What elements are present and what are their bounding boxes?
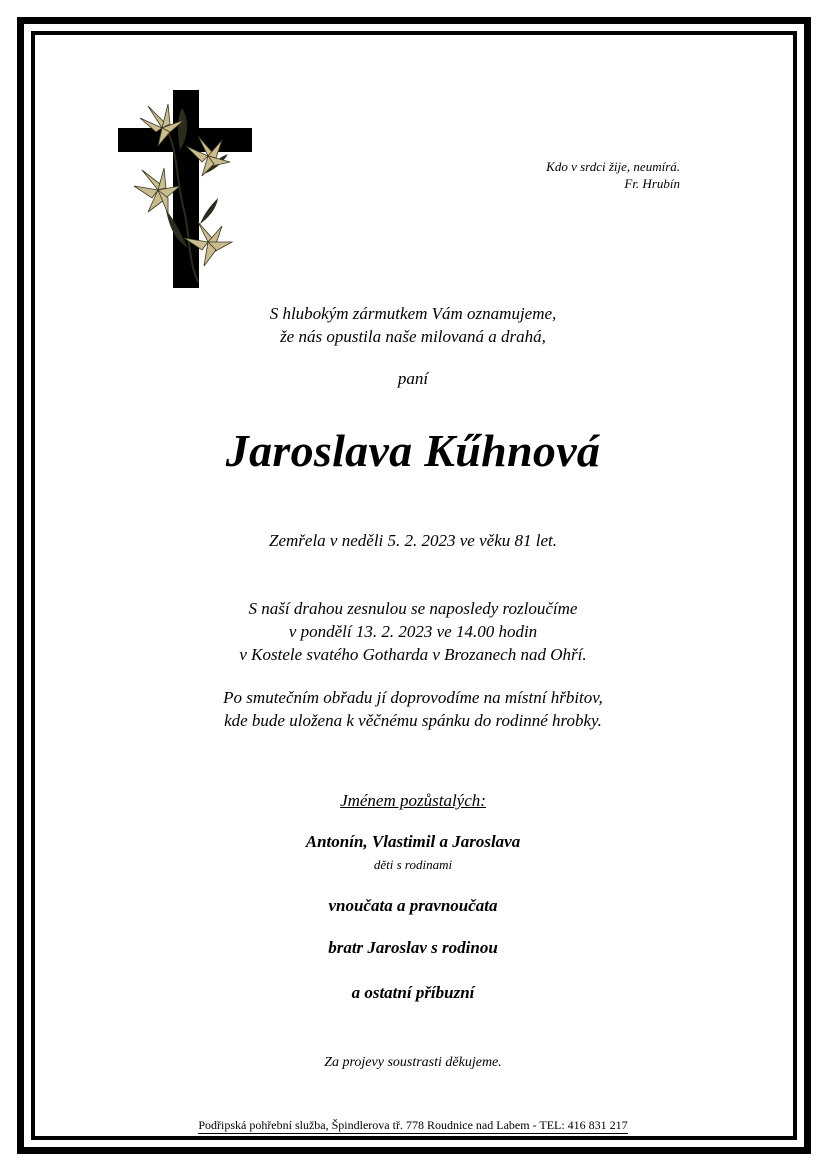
burial-line-1: Po smutečním obřadu jí doprovodíme na místní hřbitov, <box>223 688 603 707</box>
honorific: paní <box>397 369 429 388</box>
burial-info <box>0 686 826 732</box>
survivors-heading: Jménem pozůstalých: <box>340 791 486 810</box>
cross-with-lilies-icon <box>118 90 252 288</box>
funeral-info <box>0 597 826 666</box>
deceased-name: Jaroslava Kűhnová <box>225 425 601 476</box>
motto <box>546 158 680 192</box>
footer <box>0 1118 826 1133</box>
announcement-line-1: S hlubokým zármutkem Vám oznamujeme, <box>269 304 557 323</box>
motto-author: Fr. Hrubín <box>624 176 680 191</box>
funeral-line-2: v pondělí 13. 2. 2023 ve 14.00 hodin <box>288 622 538 641</box>
survivors-others: a ostatní příbuzní <box>351 983 475 1002</box>
funeral-line-3: v Kostele svatého Gotharda v Brozanech nad Ohří. <box>239 645 587 664</box>
survivors-children: Antonín, Vlastimil a Jaroslava <box>305 832 521 851</box>
burial-line-2: kde bude uložena k věčnému spánku do rodinné hrobky. <box>224 711 602 730</box>
funeral-line-1: S naší drahou zesnulou se naposledy rozloučíme <box>248 599 578 618</box>
footer-text: Podřipská pohřební služba, Špindlerova tř. 778 Roudnice nad Labem - TEL: 416 831 217 <box>198 1118 628 1132</box>
announcement-line-2: že nás opustila naše milovaná a drahá, <box>280 327 546 346</box>
thanks-note: Za projevy soustrasti děkujeme. <box>324 1055 502 1070</box>
survivors-brother: bratr Jaroslav s rodinou <box>328 938 498 957</box>
motto-quote: Kdo v srdci žije, neumírá. <box>546 159 680 174</box>
survivors-grandchildren: vnoučata a pravnoučata <box>328 896 498 915</box>
survivors-children-note: děti s rodinami <box>373 857 453 872</box>
death-info: Zemřela v neděli 5. 2. 2023 ve věku 81 let. <box>269 531 557 550</box>
announcement <box>0 302 826 348</box>
